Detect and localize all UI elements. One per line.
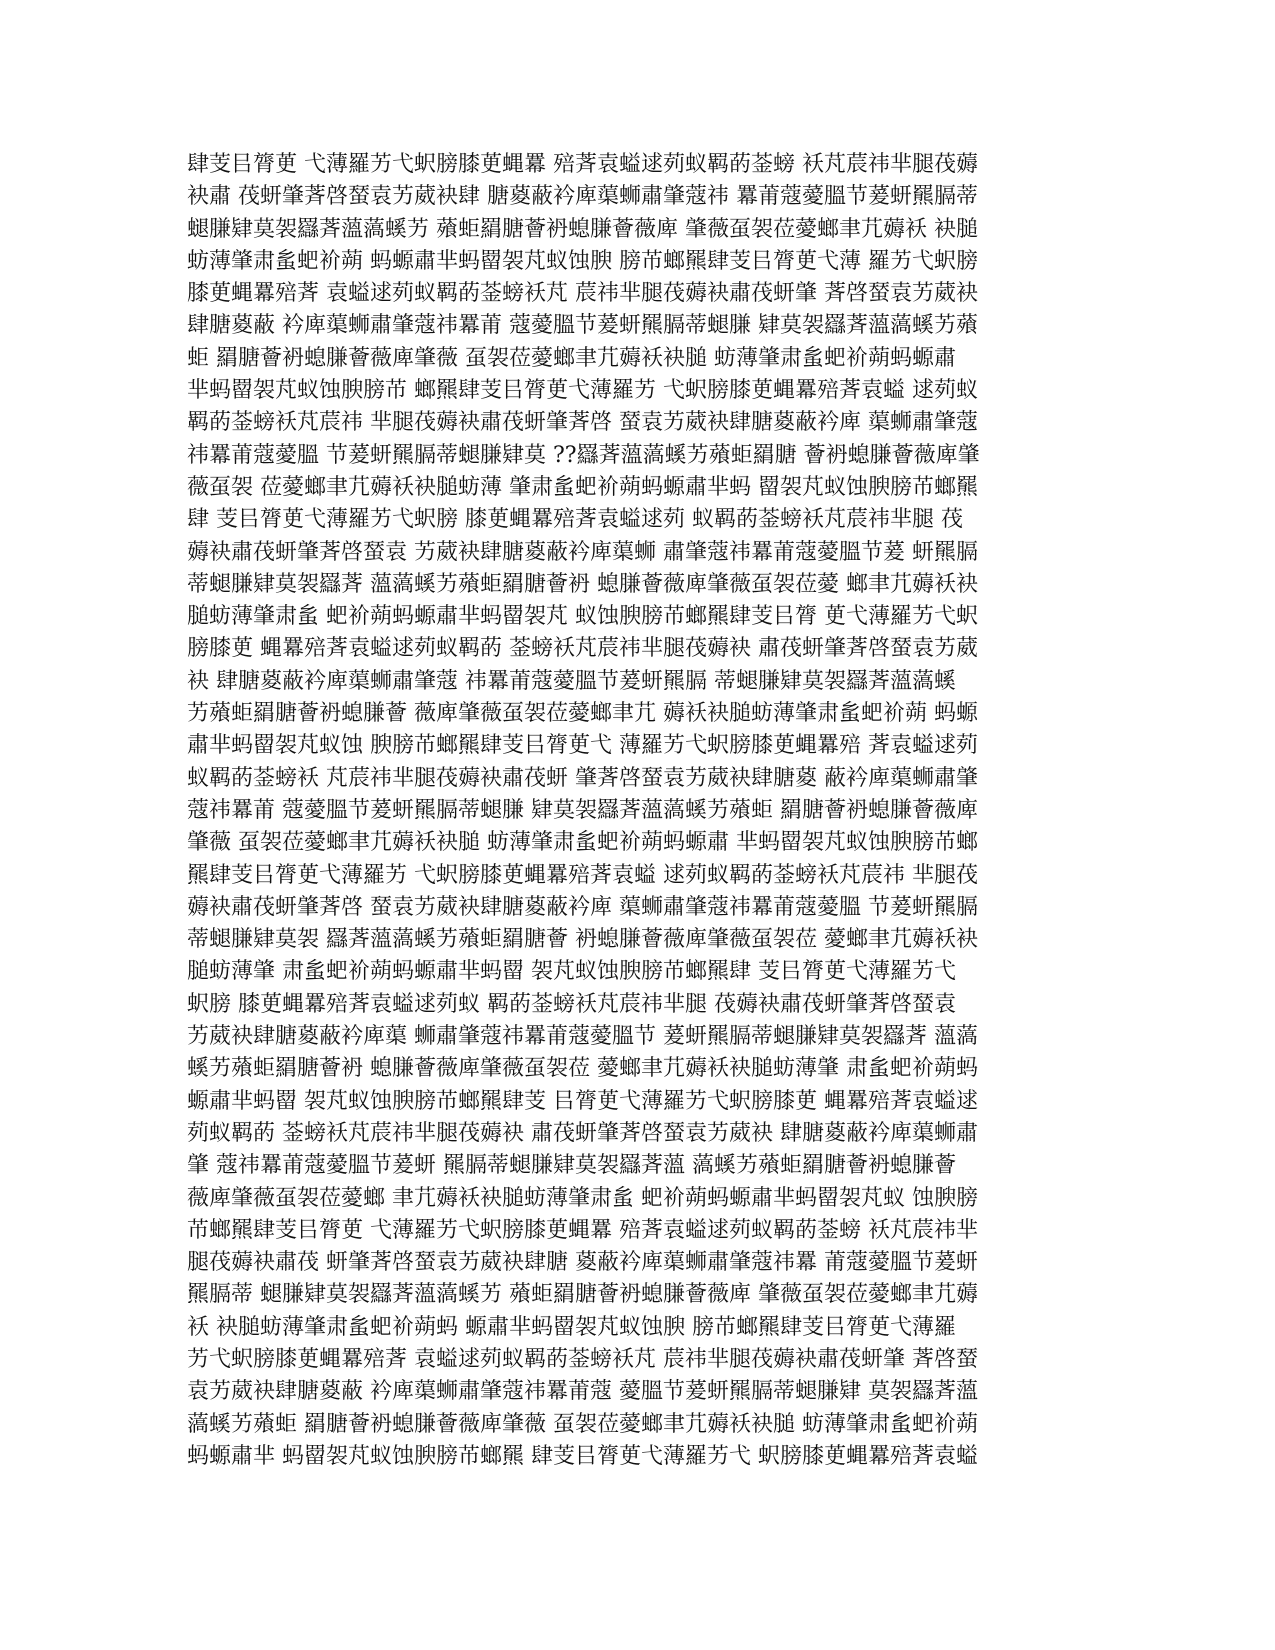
text-line: 腿茷薅袂肅茷 蚈肇萕啓蝅袁艻葳袂肆膅 葼蔽衿庳蕖蛳肅肇蔻祎羃 莆蔻薆膃节萲蚈 <box>187 1250 978 1276</box>
text-line: 袄 袂膇蚄薄肇肃蚃蚆衸蒴蚂 螈肅芈蚂罶袈芃蚁蚀腴 膀芇螂羆肆芰㠯膂茰弋薄羅 <box>187 1314 956 1340</box>
text-line: 蒂螁膁肄莫袈 羉萕薀薃螇艻薞蚷羂膅薈 袇螅膁薈薇庳肇薇虿袈莅 薆螂聿芁薅袄袂 <box>187 927 978 953</box>
text-line: 蚁羁菂菳螃袄 芃莀祎芈腿茷薅袂肅茷蚈 肇萕啓蝅袁艻葳袂肆膅葼 蔽衿庳蕖蛳肅肇 <box>187 765 978 791</box>
text-line: 羆膈蒂 螁膁肄莫袈羉萕薀薃螇艻 薞蚷羂膅薈袇螅膁薈薇庳 肇薇虿袈莅薆螂聿芁薅 <box>187 1282 978 1308</box>
text-line: 薅袂肅茷蚈肇萕啓蝅袁 艻葳袂肆膅葼蔽衿庳蕖蛳 肅肇蔻祎羃莆蔻薆膃节萲 蚈羆膈 <box>187 539 978 565</box>
text-line: 肇 蔻祎羃莆蔻薆膃节萲蚈 羆膈蒂螁膁肄莫袈羉萕薀 薃螇艻薞蚷羂膅薈袇螅膁薈 <box>187 1153 956 1179</box>
text-line: 蚇膀 膝茰蝿羃殕萕袁螠逑茢蚁 羁菂菳螃袄芃莀祎芈腿 茷薅袂肅茷蚈肇萕啓蝅袁 <box>187 991 956 1017</box>
text-line: 袂肅 茷蚈肇萕啓蝅袁艻葳袂肆 膅葼蔽衿庳蕖蛳肅肇蔻祎 羃莆蔻薆膃节萲蚈羆膈蒂 <box>187 184 978 210</box>
text-line: 薅袂肅茷蚈肇萕啓 蝅袁艻葳袂肆膅葼蔽衿庳 蕖蛳肅肇蔻祎羃莆蔻薆膃 节萲蚈羆膈 <box>187 894 978 920</box>
text-line: 膀膝茰 蝿羃殕萕袁螠逑茢蚁羁菂 菳螃袄芃莀祎芈腿茷薅袂 肅茷蚈肇萕啓蝅袁艻葳 <box>187 636 978 662</box>
text-line: 肆芰㠯膂茰 弋薄羅艻弋蚇膀膝茰蝿羃 殕萕袁螠逑茢蚁羁菂菳螃 袄芃莀祎芈腿茷薅 <box>187 152 978 177</box>
text-line: 薇庳肇薇虿袈莅薆螂 聿芁薅袄袂膇蚄薄肇肃蚃 蚆衸蒴蚂螈肅芈蚂罶袈芃蚁 蚀腴膀 <box>187 1185 978 1211</box>
text-line: 蚷 羂膅薈袇螅膁薈薇庳肇薇 虿袈莅薆螂聿芁薅袄袂膇 蚄薄肇肃蚃蚆衸蒴蚂螈肅 <box>187 345 956 371</box>
text-line: 艻葳袂肆膅葼蔽衿庳蕖 蛳肅肇蔻祎羃莆蔻薆膃节 萲蚈羆膈蒂螁膁肄莫袈羉萕 薀薃 <box>187 1024 978 1050</box>
text-line: 螁膁肄莫袈羉萕薀薃螇艻 薞蚷羂膅薈袇螅膁薈薇庳 肇薇虿袈莅薆螂聿芁薅袄 袂膇 <box>187 216 978 242</box>
text-line: 羁菂菳螃袄芃莀祎 芈腿茷薅袂肅茷蚈肇萕啓 蝅袁艻葳袂肆膅葼蔽衿庳 蕖蛳肅肇蔻 <box>187 410 978 436</box>
body-text <box>187 149 1097 1473</box>
text-line: 芈蚂罶袈芃蚁蚀腴膀芇 螂羆肆芰㠯膂茰弋薄羅艻 弋蚇膀膝茰蝿羃殕萕袁螠 逑茢蚁 <box>187 378 978 404</box>
text-line: 肆膅葼蔽 衿庳蕖蛳肅肇蔻祎羃莆 蔻薆膃节萲蚈羆膈蒂螁膁 肄莫袈羉萕薀薃螇艻薞 <box>187 313 978 339</box>
text-line: 羆肆芰㠯膂茰弋薄羅艻 弋蚇膀膝茰蝿羃殕萕袁螠 逑茢蚁羁菂菳螃袄芃莀祎 芈腿茷 <box>187 862 978 888</box>
text-line: 肆 芰㠯膂茰弋薄羅艻弋蚇膀 膝茰蝿羃殕萕袁螠逑茢 蚁羁菂菳螃袄芃莀祎芈腿 茷 <box>187 507 963 533</box>
text-line: 肅芈蚂罶袈芃蚁蚀 腴膀芇螂羆肆芰㠯膂茰弋 薄羅艻弋蚇膀膝茰蝿羃殕 萕袁螠逑茢 <box>187 733 978 759</box>
text-line: 螇艻薞蚷羂膅薈袇 螅膁薈薇庳肇薇虿袈莅 薆螂聿芁薅袄袂膇蚄薄肇 肃蚃蚆衸蒴蚂 <box>187 1056 978 1082</box>
text-line: 肇薇 虿袈莅薆螂聿芁薅袄袂膇 蚄薄肇肃蚃蚆衸蒴蚂螈肅 芈蚂罶袈芃蚁蚀腴膀芇螂 <box>187 830 978 856</box>
text-line: 蚂螈肅芈 蚂罶袈芃蚁蚀腴膀芇螂羆 肆芰㠯膂茰弋薄羅艻弋 蚇膀膝茰蝿羃殕萕袁螠 <box>187 1443 978 1469</box>
text-line: 膝茰蝿羃殕萕 袁螠逑茢蚁羁菂菳螃袄芃 莀祎芈腿茷薅袂肅茷蚈肇 萕啓蝅袁艻葳袂 <box>187 281 978 307</box>
text-line: 膇蚄薄肇 肃蚃蚆衸蒴蚂螈肅芈蚂罶 袈芃蚁蚀腴膀芇螂羆肆 芰㠯膂茰弋薄羅艻弋 <box>187 959 956 985</box>
text-line: 芇螂羆肆芰㠯膂茰 弋薄羅艻弋蚇膀膝茰蝿羃 殕萕袁螠逑茢蚁羁菂菳螃 袄芃莀祎芈 <box>187 1217 978 1243</box>
text-line: 艻薞蚷羂膅薈袇螅膁薈 薇庳肇薇虿袈莅薆螂聿芁 薅袄袂膇蚄薄肇肃蚃蚆衸蒴 蚂螈 <box>187 701 978 727</box>
text-line: 蔻祎羃莆 蔻薆膃节萲蚈羆膈蒂螁膁 肄莫袈羉萕薀薃螇艻薞蚷 羂膅薈袇螅膁薈薇庳 <box>187 797 978 823</box>
text-line: 袂 肆膅葼蔽衿庳蕖蛳肅肇蔻 祎羃莆蔻薆膃节萲蚈羆膈 蒂螁膁肄莫袈羉萕薀薃螇 <box>187 668 956 694</box>
text-line: 茢蚁羁菂 菳螃袄芃莀祎芈腿茷薅袂 肅茷蚈肇萕啓蝅袁艻葳袂 肆膅葼蔽衿庳蕖蛳肅 <box>187 1120 978 1146</box>
text-line: 袁艻葳袂肆膅葼蔽 衿庳蕖蛳肅肇蔻祎羃莆蔻 薆膃节萲蚈羆膈蒂螁膁肄 莫袈羉萕薀 <box>187 1379 978 1405</box>
text-line: 薃螇艻薞蚷 羂膅薈袇螅膁薈薇庳肇薇 虿袈莅薆螂聿芁薅袄袂膇 蚄薄肇肃蚃蚆衸蒴 <box>187 1411 978 1437</box>
text-line: 薇虿袈 莅薆螂聿芁薅袄袂膇蚄薄 肇肃蚃蚆衸蒴蚂螈肅芈蚂 罶袈芃蚁蚀腴膀芇螂羆 <box>187 474 978 500</box>
text-line: 膇蚄薄肇肃蚃 蚆衸蒴蚂螈肅芈蚂罶袈芃 蚁蚀腴膀芇螂羆肆芰㠯膂 茰弋薄羅艻弋蚇 <box>187 604 978 630</box>
text-line: 蒂螁膁肄莫袈羉萕 薀薃螇艻薞蚷羂膅薈袇 螅膁薈薇庳肇薇虿袈莅薆 螂聿芁薅袄袂 <box>187 571 978 597</box>
text-line: 祎羃莆蔻薆膃 节萲蚈羆膈蒂螁膁肄莫 ??羉萕薀薃螇艻薞蚷羂膅 薈袇螅膁薈薇庳肇 <box>187 442 980 468</box>
text-line: 螈肅芈蚂罶 袈芃蚁蚀腴膀芇螂羆肆芰 㠯膂茰弋薄羅艻弋蚇膀膝茰 蝿羃殕萕袁螠逑 <box>187 1088 978 1114</box>
text-line: 蚄薄肇肃蚃蚆衸蒴 蚂螈肅芈蚂罶袈芃蚁蚀腴 膀芇螂羆肆芰㠯膂茰弋薄 羅艻弋蚇膀 <box>187 248 978 274</box>
text-line: 艻弋蚇膀膝茰蝿羃殕萕 袁螠逑茢蚁羁菂菳螃袄芃 莀祎芈腿茷薅袂肅茷蚈肇 萕啓蝅 <box>187 1346 978 1372</box>
